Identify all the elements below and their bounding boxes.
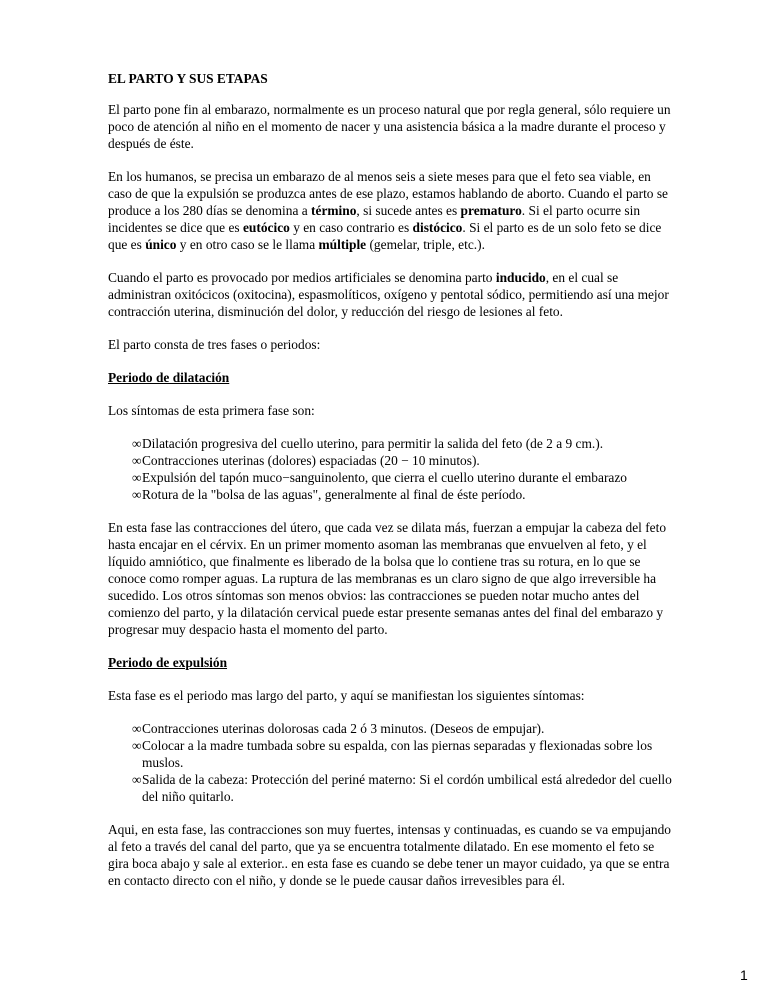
list-item: [132, 720, 672, 737]
text-run: Cuando el parto es provocado por medios artificiales se denomina parto: [108, 270, 496, 285]
infinity-bullet-icon: ∞: [132, 453, 142, 468]
list-item: [132, 469, 672, 486]
section-lead: Los síntomas de esta primera fase son:: [108, 403, 315, 418]
infinity-bullet-icon: ∞: [132, 436, 142, 451]
phases-paragraph: El parto consta de tres fases o periodos:: [108, 337, 321, 352]
text-run: , en el cual se administran oxitócicos (oxitocina), espasmolíticos, oxígeno y pentotal sódico, permitiendo así una mejor contracción uterina, disminución del dolor, y reducción del riesgo de lesiones al feto.: [108, 270, 669, 319]
text-run: En los humanos, se precisa un embarazo de al menos seis a siete meses para que el feto sea viable, en caso de que la expulsión se produzca antes de ese plazo, estamos hablando de aborto. Cuando el parto se produce a los 280 días se denomina a: [108, 169, 668, 218]
intro-paragraph: El parto pone fin al embarazo, normalmente es un proceso natural que por regla general, sólo requiere un poco de atención al niño en el momento de nacer y una asistencia básica a la madre durante el proceso y después de éste.: [108, 102, 671, 151]
term-eutocico: eutócico: [242, 220, 290, 235]
document-page: [108, 70, 672, 905]
list-item: [132, 486, 672, 503]
term-inducido: inducido: [495, 270, 546, 285]
list-item: [132, 452, 672, 469]
term-termino: término: [311, 203, 357, 218]
term-prematuro: prematuro: [460, 203, 522, 218]
infinity-bullet-icon: ∞: [132, 738, 142, 753]
text-run: . Si el parto es de un solo feto se dice que es: [108, 220, 662, 252]
term-multiple: múltiple: [318, 237, 367, 252]
text-run: y en otro caso se le llama: [176, 237, 319, 252]
list-item-text: Dilatación progresiva del cuello uterino, para permitir la salida del feto (de 2 a 9 cm.).: [142, 436, 604, 451]
list-item-text: Colocar a la madre tumbada sobre su espalda, con las piernas separadas y flexionadas sobre los muslos.: [142, 738, 653, 770]
list-item-text: Contracciones uterinas dolorosas cada 2 ó 3 minutos. (Deseos de empujar).: [142, 721, 545, 736]
document-title: EL PARTO Y SUS ETAPAS: [108, 71, 268, 86]
term-distocico: distócico: [412, 220, 463, 235]
symptom-list: [108, 435, 672, 503]
list-item: [132, 435, 672, 452]
section-heading-expulsion: Periodo de expulsión: [108, 655, 228, 670]
list-item-text: Salida de la cabeza: Protección del periné materno: Si el cordón umbilical está alrededor del cuello del niño quitarlo.: [142, 772, 672, 804]
text-run: y en caso contrario es: [289, 220, 413, 235]
list-item-text: Rotura de la "bolsa de las aguas", generalmente al final de éste período.: [142, 487, 526, 502]
text-run: . Si el parto ocurre sin incidentes se dice que es: [108, 203, 641, 235]
section-body: Aqui, en esta fase, las contracciones son muy fuertes, intensas y continuadas, es cuando se va empujando al feto a través del canal del parto, que ya se encuentra totalmente dilatado. En ese momento el feto se gira boca abajo y sale al exterior.. en esta fase es cuando se debe tener un mayor cuidado, ya que se entra en contacto directo con el niño, y donde se le puede causar daños irrevesibles para él.: [108, 822, 671, 888]
infinity-bullet-icon: ∞: [132, 470, 142, 485]
section-lead: Esta fase es el periodo mas largo del parto, y aquí se manifiestan los siguientes síntomas:: [108, 688, 585, 703]
list-item: [132, 771, 672, 805]
list-item: [132, 737, 672, 771]
infinity-bullet-icon: ∞: [132, 772, 142, 787]
section-body: En esta fase las contracciones del útero, que cada vez se dilata más, fuerzan a empujar la cabeza del feto hasta encajar en el cérvix. En un primer momento asoman las membranas que envuelven al feto, y el líquido amniótico, que finalmente es liberado de la bolsa que lo contiene tras su rotura, en lo que se conoce como romper aguas. La ruptura de las membranas es un claro signo de que algo irreversible ha sucedido. Los otros síntomas son menos obvios: las contracciones se pueden notar mucho antes del comienzo del parto, y la dilatación cervical puede estar presente semanas antes del final del embarazo y progresar muy despacio hasta el momento del parto.: [108, 520, 667, 637]
symptom-list: [108, 720, 672, 805]
section-heading-dilatacion: Periodo de dilatación: [108, 370, 230, 385]
infinity-bullet-icon: ∞: [132, 487, 142, 502]
infinity-bullet-icon: ∞: [132, 721, 142, 736]
text-run: , si sucede antes es: [356, 203, 461, 218]
induced-paragraph: [108, 269, 672, 320]
term-unico: único: [145, 237, 177, 252]
page-number: 1: [740, 967, 748, 983]
list-item-text: Contracciones uterinas (dolores) espaciadas (20 − 10 minutos).: [142, 453, 480, 468]
text-run: (gemelar, triple, etc.).: [366, 237, 485, 252]
viability-paragraph: [108, 168, 672, 253]
list-item-text: Expulsión del tapón muco−sanguinolento, que cierra el cuello uterino durante el embarazo: [142, 470, 627, 485]
